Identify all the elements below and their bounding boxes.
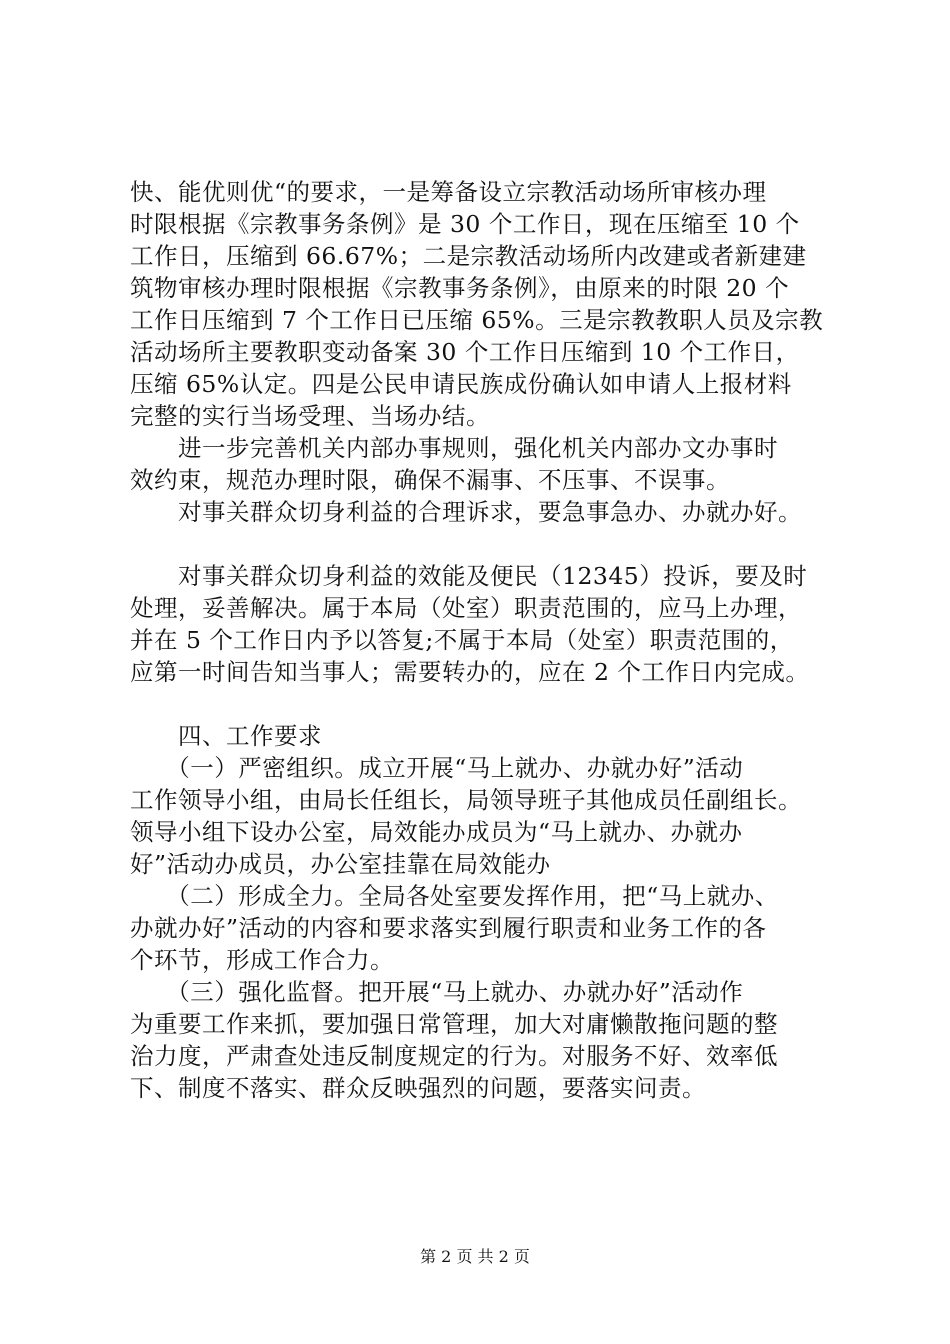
section-heading: 四、工作要求: [130, 722, 322, 750]
text-line: 时限根据《宗教事务条例》是 30 个工作日，现在压缩至 10 个: [130, 210, 800, 238]
text-line: （三）强化监督。把开展“马上就办、办就办好”活动作: [130, 978, 744, 1006]
text-line: 个环节，形成工作合力。: [130, 946, 394, 974]
text-line: 活动场所主要教职变动备案 30 个工作日压缩到 10 个工作日，: [130, 338, 800, 366]
text-line: 为重要工作来抓，要加强日常管理，加大对庸懒散拖问题的整: [130, 1010, 778, 1038]
text-line: 效约束，规范办理时限，确保不漏事、不压事、不误事。: [130, 466, 730, 494]
text-line: 应第一时间告知当事人；需要转办的，应在 2 个工作日内完成。: [130, 658, 810, 686]
text-line: 下、制度不落实、群众反映强烈的问题，要落实问责。: [130, 1074, 706, 1102]
text-line: 工作日压缩到 7 个工作日已压缩 65%。三是宗教教职人员及宗教: [130, 306, 824, 334]
text-line: （二）形成全力。全局各处室要发挥作用，把“马上就办、: [130, 882, 779, 910]
text-line: 工作日，压缩到 66.67%；二是宗教活动场所内改建或者新建建: [130, 242, 807, 270]
text-line: 治力度，严肃查处违反制度规定的行为。对服务不好、效率低: [130, 1042, 778, 1070]
page-number-footer: 第 2 页 共 2 页: [420, 1247, 530, 1266]
text-line: （一）严密组织。成立开展“马上就办、办就办好”活动: [130, 754, 744, 782]
text-line: 快、能优则优“的要求，一是筹备设立宗教活动场所审核办理: [130, 178, 767, 206]
text-line: 好”活动办成员，办公室挂靠在局效能办: [130, 850, 551, 878]
text-line: 对事关群众切身利益的合理诉求，要急事急办、办就办好。: [130, 498, 802, 526]
text-line: 领导小组下设办公室，局效能办成员为“马上就办、办就办: [130, 818, 743, 846]
text-line: 处理，妥善解决。属于本局（处室）职责范围的，应马上办理，: [130, 594, 802, 622]
text-line: 完整的实行当场受理、当场办结。: [130, 402, 490, 430]
text-line: 并在 5 个工作日内予以答复;不属于本局（处室）职责范围的，: [130, 626, 794, 654]
text-line: 对事关群众切身利益的效能及便民（12345）投诉，要及时: [130, 562, 808, 590]
text-line: 进一步完善机关内部办事规则，强化机关内部办文办事时: [130, 434, 778, 462]
text-line: 压缩 65%认定。四是公民申请民族成份确认如申请人上报材料: [130, 370, 792, 398]
text-line: 工作领导小组，由局长任组长，局领导班子其他成员任副组长。: [130, 786, 802, 814]
text-line: 筑物审核办理时限根据《宗教事务条例》，由原来的时限 20 个: [130, 274, 790, 302]
text-line: 办就办好”活动的内容和要求落实到履行职责和业务工作的各: [130, 914, 767, 942]
